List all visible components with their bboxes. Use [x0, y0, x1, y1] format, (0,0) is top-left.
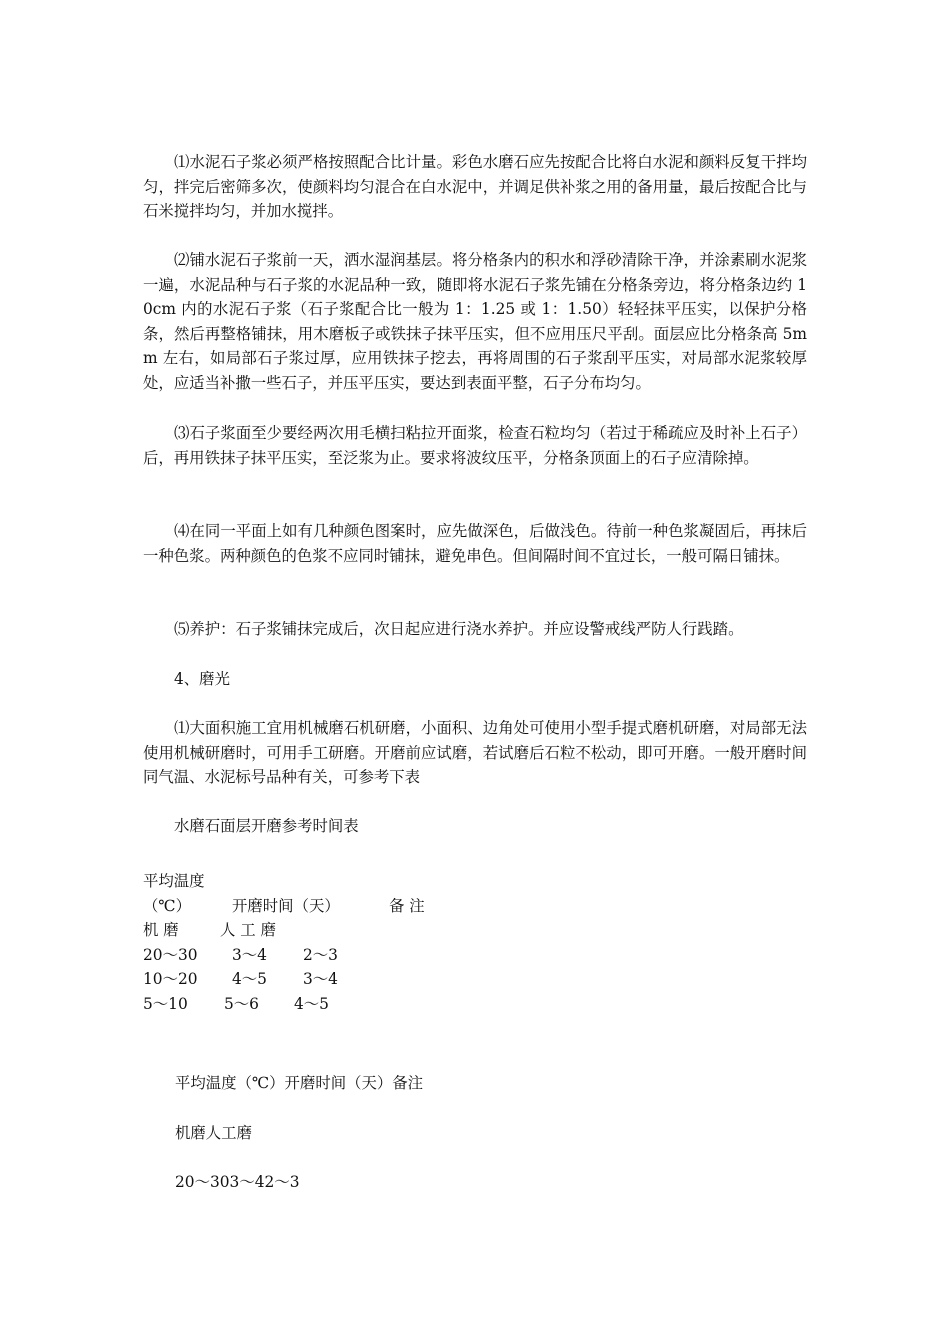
paragraph-6: ⑴大面积施工宜用机械磨石机研磨，小面积、边角处可使用小型手提式磨机研磨，对局部无法使用机械研磨时，可用手工研磨。开磨前应试磨，若试磨后石粒不松动，即可开磨。一般开磨时间同气温、水泥标号品种有关，可参考下表 [143, 719, 807, 786]
cell-temp: 5～10 [143, 994, 188, 1013]
cell-temp: 10～20 [143, 970, 198, 988]
subheader-manual: 人 工 磨 [220, 921, 276, 939]
cell-temp: 20～30 [143, 945, 198, 964]
header-unit: （℃） [143, 896, 191, 915]
paragraph-2: ⑵铺水泥石子浆前一天，洒水湿润基层。将分格条内的积水和浮砂清除干净，并涂素刷水泥浆一遍，水泥品种与石子浆的水泥品种一致，随即将水泥石子浆先铺在分格条旁边，将分格条边约 10cm 内的水泥石子浆（石子浆配合比一般为 1：1.25 或 1：1.50）轻轻抹平压实，以保护分格条，然后再整格铺抹，用木磨板子或铁抹子抹平压实，但不应用压尺平刮。面层应比分格条高 5mm 左右，如局部石子浆过厚，应用铁抹子挖去，再将周围的石子浆刮平压实，对局部水泥浆较厚处，应适当补撒一些石子，并压平压实，要达到表面平整，石子分布均匀。 [143, 251, 807, 392]
cell-manual: 2～3 [303, 945, 338, 964]
cell-manual: 4～5 [294, 994, 329, 1013]
paragraph-3: ⑶石子浆面至少要经两次用毛横扫粘拉开面浆，检查石粒均匀（若过于稀疏应及时补上石子）后，再用铁抹子抹平压实，至泛浆为止。要求将波纹压平，分格条顶面上的石子应清除掉。 [143, 424, 807, 467]
paragraph-1: ⑴水泥石子浆必须严格按照配合比计量。彩色水磨石应先按配合比将白水泥和颜料反复干拌均匀，拌完后密筛多次，使颜料均匀混合在白水泥中，并调足供补浆之用的备用量，最后按配合比与石米搅拌均匀，并加水搅拌。 [143, 153, 807, 220]
repeat-subheader-line: 机磨人工磨 [175, 1124, 252, 1142]
repeat-header-line: 平均温度（℃）开磨时间（天）备注 [175, 1074, 424, 1092]
header-grinding-time: 开磨时间（天） [232, 896, 340, 915]
header-note: 备 注 [389, 896, 425, 915]
cell-machine: 3～4 [232, 945, 267, 964]
cell-machine: 5～6 [224, 994, 259, 1013]
cell-machine: 4～5 [232, 970, 267, 988]
cell-manual: 3～4 [303, 970, 338, 988]
header-avg-temp: 平均温度 [143, 872, 205, 890]
paragraph-4: ⑷在同一平面上如有几种颜色图案时，应先做深色，后做浅色。待前一种色浆凝固后，再抹后一种色浆。两种颜色的色浆不应同时铺抹，避免串色。但间隔时间不宜过长，一般可隔日铺抹。 [143, 522, 807, 565]
table-caption: 水磨石面层开磨参考时间表 [174, 817, 359, 835]
section-heading: 4、磨光 [174, 670, 230, 688]
paragraph-5: ⑸养护：石子浆铺抹完成后，次日起应进行浇水养护。并应设警戒线严防人行践踏。 [174, 620, 744, 638]
repeat-data-line: 20～303～42～3 [175, 1173, 300, 1191]
subheader-machine: 机 磨 [143, 921, 179, 939]
